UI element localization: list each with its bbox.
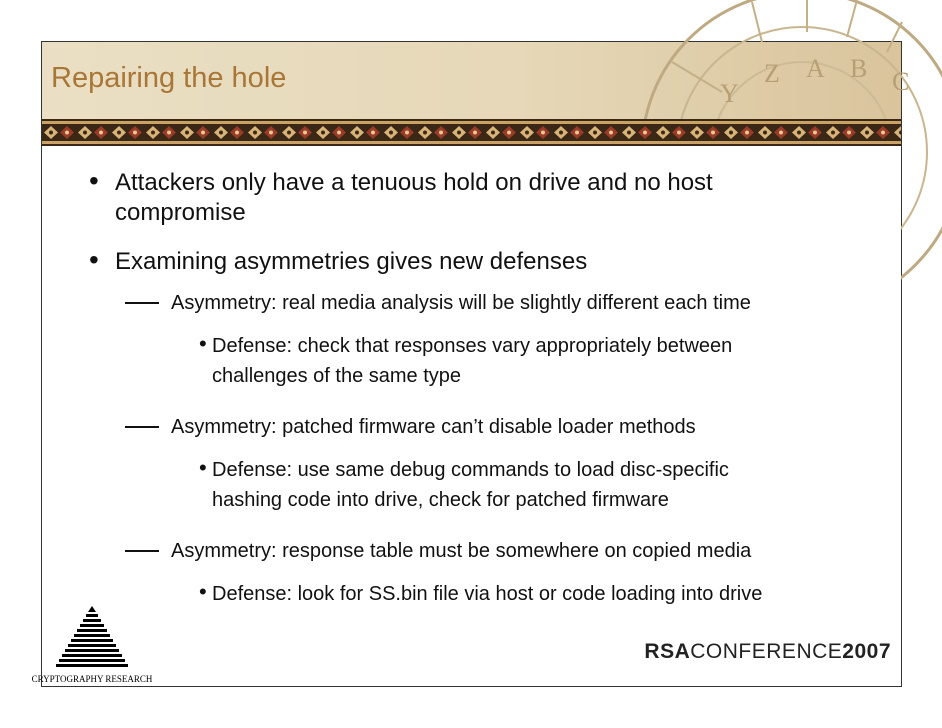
bullet-dot-icon: • [89,244,99,275]
dash-icon [125,302,159,304]
decorative-border-band [42,119,901,146]
dial-letter: B [850,54,868,83]
bullet-dot-icon: • [199,331,207,356]
bullet-level2: Asymmetry: response table must be somewhere on copied media [171,538,751,564]
bullet-dot-icon: • [89,165,99,196]
bullet-level3: • Defense: use same debug commands to load disc-specific hashing code into drive, check for patched firmware [199,455,729,511]
bullet-level1: • Attackers only have a tenuous hold on drive and no host compromise [89,165,713,226]
dial-letter: Y [720,79,739,108]
dial-letter: Z [764,59,780,88]
slide-title: Repairing the hole [51,62,287,94]
bullet-level2: Asymmetry: real media analysis will be slightly different each time [171,290,751,316]
bullet-level1: • Examining asymmetries gives new defenses [89,244,588,275]
dial-letter: C [892,67,910,96]
slide [31,41,910,687]
dash-icon [125,550,159,552]
dial-letter: A [806,54,825,83]
rsa-conference-logo: RSACONFERENCE2007 [644,640,891,663]
cryptography-research-logo [31,604,153,686]
bullet-level2: Asymmetry: patched firmware can’t disable loader methods [171,414,696,440]
bullet-dot-icon: • [199,579,207,604]
bullet-level3: • Defense: check that responses vary appropriately between challenges of the same type [199,331,733,387]
slide-body [42,146,901,686]
logo-caption: CRYPTOGRAPHY RESEARCH [31,674,153,684]
slide-header [42,42,910,119]
bullet-dot-icon: • [199,455,207,480]
dash-icon [125,426,159,428]
bullet-level3: • Defense: look for SS.bin file via host or code loading into drive [199,579,763,605]
